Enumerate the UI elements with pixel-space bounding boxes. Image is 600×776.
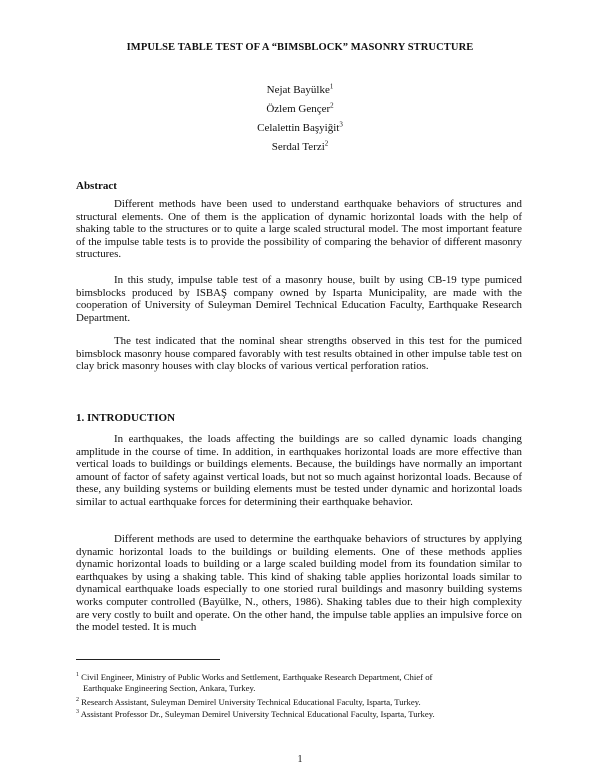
page-number: 1 (297, 754, 303, 765)
author-name: Özlem Gençer (266, 103, 331, 115)
abstract-paragraph-2: In this study, impulse table test of a masonry house, built by using CB-19 type pumiced bimsblocks produced by ISBAŞ company owned by Isparta Municipality, are made with the cooperation of University of Suleyman Demirel Technical Education Faculty, Earthquake Research Department. (76, 274, 522, 324)
introduction-heading: 1. INTRODUCTION (76, 412, 176, 424)
author-footnote-mark: 1 (329, 82, 334, 91)
footnote-2 (76, 697, 526, 708)
author-name: Celalettin Başyiğit (257, 122, 340, 134)
intro-paragraph-2: Different methods are used to determine the earthquake behaviors of structures by applying dynamic horizontal loads to the buildings or building elements. One of these methods applies dynamic horizontal loads to building or a large scaled building model from its foundation similar to earthquakes by using a shaking table. This kind of shaking table applies horizontal loads similar to dynamical earthquake loads especially to one storied rural buildings and masonry building systems works computer controlled (Bayülke, N., others, 1986). Shaking tables due to their high complexity are very costly to built and operate. On the other hand, the impulse table applies an impulsive force on the model tested. It is much (76, 533, 522, 634)
abstract-paragraph-3: The test indicated that the nominal shear strengths observed in this test for the pumiced bimsblock masonry house compared favorably with test results obtained in other impulse table test on clay brick masonry houses with clay blocks of various vertical perforation ratios. (76, 335, 522, 373)
footnote-mark: 3 (76, 709, 79, 716)
author-4 (150, 141, 450, 153)
author-3 (150, 122, 450, 134)
author-2 (150, 103, 450, 115)
author-1 (150, 84, 450, 96)
intro-paragraph-1: In earthquakes, the loads affecting the buildings are so called dynamic loads changing amplitude in the course of time. In addition, in earthquakes horizontal loads are more effective than vertical loads to buildings or buildings elements. Because, the buildings have normally an important amount of factor of safety against vertical loads, but not so much against horizontal loads. Because of these, any building systems or building elements must be tested under dynamic and horizontal loads similar to actual earthquake forces for determining their earthquake behavior. (76, 433, 522, 508)
footnote-divider (76, 659, 220, 660)
footnote-text: Civil Engineer, Ministry of Public Works and Settlement, Earthquake Research Department, Chief of (81, 672, 433, 682)
footnote-text: Research Assistant, Suleyman Demirel University Technical Educational Faculty, Isparta, Turkey. (81, 697, 421, 707)
author-name: Serdal Terzi (271, 141, 325, 153)
author-name: Nejat Bayülke (266, 84, 330, 96)
author-footnote-mark: 2 (330, 101, 334, 110)
footnote-mark: 2 (76, 697, 79, 704)
paper-title: IMPULSE TABLE TEST OF A “BIMSBLOCK” MASONRY STRUCTURE (126, 42, 474, 53)
author-footnote-mark: 3 (339, 120, 343, 129)
footnote-3 (76, 709, 526, 720)
author-footnote-mark: 2 (324, 139, 329, 148)
footnote-mark: 1 (76, 672, 79, 679)
footnote-text: Assistant Professor Dr., Suleyman Demirel University Technical Educational Faculty, Isparta, Turkey. (80, 709, 435, 719)
footnote-text-continued: Earthquake Engineering Section, Ankara, Turkey. (83, 682, 256, 693)
abstract-heading: Abstract (76, 180, 117, 192)
abstract-paragraph-1: Different methods have been used to understand earthquake behaviors of structures and structural elements. One of them is the application of dynamic horizontal loads with the help of shaking table to the structures or to quite a large scaled structural model. The most important feature of the impulse table tests is to provide the possibility of comparing the behavior of different masonry structures. (76, 198, 522, 261)
footnote-1 (76, 672, 526, 693)
